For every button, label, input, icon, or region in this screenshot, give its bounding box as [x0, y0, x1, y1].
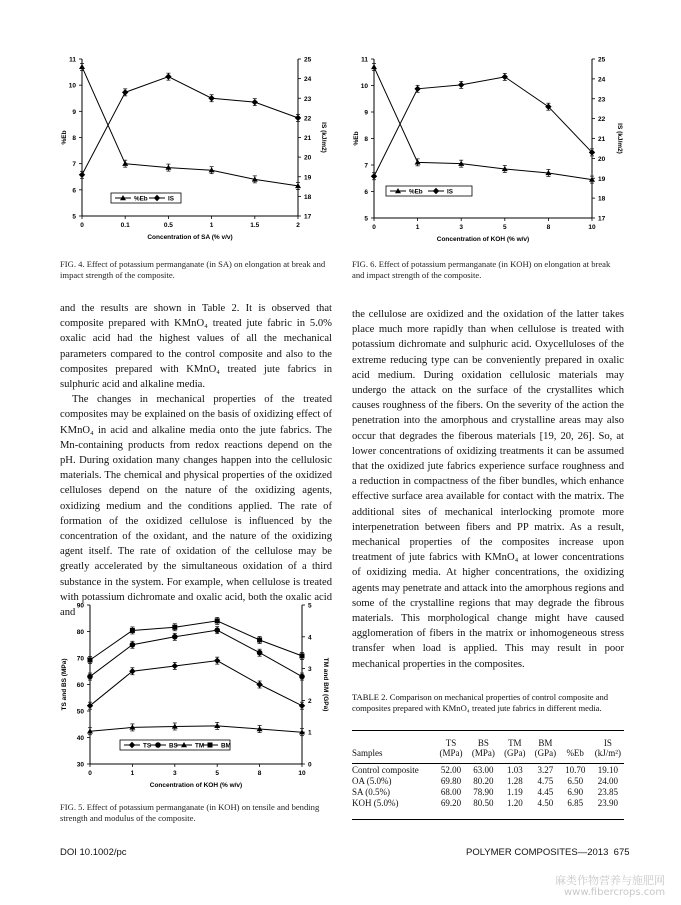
figure-6-chart	[342, 48, 632, 253]
table-top-rule	[352, 730, 624, 731]
y-tick-label: 11	[69, 56, 76, 64]
journal-name: POLYMER COMPOSITES—2013	[466, 847, 609, 858]
x-tick-label: 8	[257, 770, 262, 777]
data-point-BM	[257, 637, 262, 642]
x-tick-label: 0	[80, 222, 84, 229]
x-axis-label: Concentration of SA (% v/v)	[147, 234, 233, 241]
table-bottom-rule	[352, 819, 624, 820]
series-line-TM	[90, 726, 302, 732]
data-point-BS	[172, 634, 178, 640]
data-point-BM	[215, 618, 220, 623]
y2-tick-label: 22	[598, 116, 606, 124]
y2-tick-label: 25	[598, 56, 606, 64]
table-cell: 4.45	[537, 787, 554, 797]
data-point-TS	[172, 663, 178, 669]
y-tick-label: 9	[364, 109, 368, 117]
legend-label: BS	[169, 742, 178, 750]
legend-marker	[155, 742, 161, 748]
y2-tick-label: 17	[304, 213, 312, 221]
table-header-rule	[352, 763, 624, 764]
x-tick-label: 10	[298, 770, 306, 777]
data-point-BM	[300, 653, 305, 658]
y2-tick-label: 20	[304, 154, 312, 162]
x-tick-label: 0.5	[163, 222, 173, 229]
y2-axis-label: TM and BM (GPa)	[322, 657, 329, 712]
table-cell: 23.90	[597, 798, 618, 808]
watermark-cn: 麻类作物营养与施肥网	[555, 874, 665, 887]
y2-tick-label: 3	[308, 666, 312, 674]
data-point-IS	[414, 86, 420, 92]
y-tick-label: 8	[72, 135, 76, 142]
table-cell: 1.19	[506, 787, 523, 797]
table-cell: 4.75	[537, 776, 554, 786]
x-tick-label: 0	[88, 770, 92, 777]
table-cell: 69.20	[440, 798, 462, 808]
y2-tick-label: 0	[308, 761, 312, 769]
right-column-text	[352, 307, 624, 672]
table-header-cell: BM	[538, 738, 553, 748]
x-tick-label: 10	[588, 224, 596, 231]
y-tick-label: 70	[76, 655, 84, 663]
x-axis-label: Concentration of KOH (% w/v)	[436, 236, 530, 243]
data-point-IS	[122, 89, 128, 95]
table-cell: 78.90	[473, 787, 494, 797]
footer-journal	[466, 847, 630, 858]
table-cell: Control composite	[352, 765, 419, 775]
table-cell: SA (0.5%)	[352, 787, 390, 797]
x-tick-label: 1	[130, 770, 135, 777]
y2-tick-label: 18	[304, 193, 312, 201]
table-cell: 24.00	[597, 776, 618, 786]
y-tick-label: 7	[364, 162, 368, 170]
table-cell: 1.28	[506, 776, 523, 786]
data-point-BM	[130, 628, 135, 633]
y-tick-label: 50	[76, 708, 84, 716]
left-column-text	[60, 301, 332, 620]
x-tick-label: 5	[502, 224, 507, 231]
y-tick-label: 30	[76, 761, 84, 769]
table-header-cell: (GPa)	[534, 748, 557, 758]
data-point-BS	[87, 674, 93, 680]
figure-4-caption: FIG. 4. Effect of potassium permanganate (in SA) on elongation at break and impact strength of the composite.	[60, 259, 326, 280]
y2-tick-label: 23	[598, 96, 606, 104]
series-line-TS	[90, 661, 302, 706]
x-tick-label: 5	[215, 770, 220, 777]
table-header-cell: (MPa)	[471, 748, 495, 758]
legend-label: %Eb	[409, 188, 423, 196]
series-line-IS	[82, 77, 298, 175]
table-header-cell	[561, 736, 590, 748]
footer-doi: DOI 10.1002/pc	[60, 847, 127, 858]
y-tick-label: 10	[68, 82, 76, 90]
y-axis-label: TS and BS (MPa)	[61, 658, 68, 711]
table-cell: OA (5.0%)	[352, 776, 392, 786]
y2-tick-label: 1	[308, 729, 312, 737]
page-number: 675	[613, 847, 630, 858]
y-tick-label: 90	[76, 602, 84, 610]
table-cell: 80.20	[473, 776, 494, 786]
table-header-cell: (MPa)	[439, 748, 463, 758]
y-tick-label: 5	[72, 213, 76, 221]
data-point-IS	[371, 173, 377, 179]
y2-tick-label: 25	[304, 56, 312, 64]
table-cell: 52.00	[440, 765, 462, 775]
x-tick-label: 3	[459, 224, 464, 231]
y2-tick-label: 23	[304, 95, 312, 103]
table-row	[350, 787, 626, 798]
y-tick-label: 40	[76, 735, 84, 742]
y-axis-label: %Eb	[61, 130, 68, 145]
series-line-%Eb	[82, 67, 298, 186]
series-line-IS	[374, 77, 592, 176]
x-tick-label: 1.5	[250, 222, 260, 229]
y-tick-label: 6	[364, 189, 368, 196]
y-tick-label: 11	[361, 56, 368, 64]
table-cell: 1.20	[506, 798, 523, 808]
series-line-BS	[90, 630, 302, 676]
table-header-cell: TM	[508, 738, 522, 748]
data-point-%Eb	[371, 64, 377, 69]
data-point-BS	[214, 627, 220, 633]
table-header-cell: (kJ/m²)	[594, 748, 621, 758]
table-cell: 6.50	[567, 776, 584, 786]
table-cell: 80.50	[473, 798, 494, 808]
y-tick-label: 10	[360, 83, 368, 90]
figure-5-caption: FIG. 5. Effect of potassium permanganate (in KOH) on tensile and bending strength and modulus of the composite.	[60, 802, 320, 823]
data-point-BS	[130, 642, 136, 648]
data-point-TS	[256, 681, 262, 687]
table-cell: 1.03	[506, 765, 523, 775]
data-point-BS	[299, 674, 305, 680]
x-tick-label: 3	[172, 770, 177, 777]
x-tick-label: 8	[546, 224, 551, 231]
table-row	[350, 798, 626, 809]
data-point-IS	[165, 73, 171, 79]
y2-tick-label: 19	[304, 174, 312, 182]
y-tick-label: 5	[364, 215, 368, 223]
legend-label: TS	[143, 742, 152, 750]
x-axis-label: Concentration of KOH (% w/v)	[149, 782, 243, 789]
series-line-%Eb	[374, 67, 592, 180]
data-point-BS	[257, 650, 263, 656]
legend-label: BM	[221, 742, 231, 750]
table-cell: 68.00	[440, 787, 462, 797]
legend-marker	[208, 743, 213, 748]
table-cell: 19.10	[597, 765, 618, 775]
data-point-%Eb	[79, 64, 85, 69]
legend-label: %Eb	[134, 195, 148, 203]
table-2	[350, 736, 626, 809]
y2-tick-label: 2	[308, 697, 312, 705]
table-cell: 3.27	[537, 765, 554, 775]
table-2-caption: TABLE 2. Comparison on mechanical properties of control composite and composites prepared with KMnO₄ treated jute fabrics in different media.	[352, 692, 609, 713]
legend-label: IS	[447, 188, 453, 196]
legend-label: IS	[168, 195, 174, 203]
y2-axis-label: IS (kJ/m2)	[320, 122, 327, 153]
data-point-IS	[252, 99, 258, 105]
y-tick-label: 7	[72, 161, 76, 169]
paragraph: The changes in mechanical properties of the treated composites may be explained on the basis of oxidizing effect of KMnO₄ in acid and alkaline media onto the jute fabrics. The Mn-containing products from redox reactions depend on the pH. During oxidation many changes happen into the cellulosic materials. The chemical and physical properties of the oxidized celluloses depend on the nature of the oxidizing agents, oxidizing medium and the conditions applied. The rate of formation of the oxidized cellulose is influenced by the concentration of the oxidant, and the nature of the oxidizing agent itself. The rate of oxidation of the cellulose may be greatly accelerated by the simultaneous oxidation of a third substance in the system. For example, when cellulose is treated with potassium dichromate and oxalic acid, both the oxalic acid and	[60, 394, 332, 619]
y2-tick-label: 18	[598, 195, 606, 203]
data-point-%Eb	[122, 161, 128, 166]
data-point-BM	[88, 658, 93, 663]
y2-tick-label: 17	[598, 215, 606, 223]
table-cell: 23.85	[597, 787, 618, 797]
y2-tick-label: 21	[304, 135, 312, 142]
y-tick-label: 9	[72, 108, 76, 116]
table-cell: 6.85	[567, 798, 584, 808]
data-point-IS	[208, 95, 214, 101]
table-header-cell	[350, 736, 435, 748]
table-cell: 63.00	[473, 765, 494, 775]
y-tick-label: 6	[72, 187, 76, 195]
table-header-cell: TS	[445, 738, 457, 748]
table-cell: 6.90	[567, 787, 584, 797]
data-point-IS	[502, 74, 508, 80]
figure-5-chart	[52, 597, 344, 797]
table-row	[350, 776, 626, 787]
x-tick-label: 0.1	[120, 222, 130, 229]
table-header-cell: IS	[603, 738, 612, 748]
table-header-cell: Samples	[352, 748, 383, 758]
y2-tick-label: 20	[598, 155, 606, 163]
data-point-IS	[458, 82, 464, 88]
y2-tick-label: 24	[598, 76, 606, 84]
legend-label: TM	[195, 742, 205, 750]
y-tick-label: 8	[364, 136, 368, 143]
y2-axis-label: IS (kJ/m2)	[616, 123, 623, 154]
watermark-url: www.fibercrops.com	[564, 887, 666, 898]
table-cell: 69.80	[440, 776, 462, 786]
data-point-TS	[214, 657, 220, 663]
table-header-cell: (GPa)	[504, 748, 526, 758]
y2-tick-label: 19	[598, 175, 606, 183]
y2-tick-label: 21	[598, 136, 606, 143]
figure-6-caption: FIG. 6. Effect of potassium permanganate (in KOH) on elongation at break and impact strength of the composite.	[352, 259, 611, 280]
y-tick-label: 60	[76, 682, 84, 689]
x-tick-label: 0	[372, 224, 376, 231]
table-header-cell: %Eb	[566, 748, 584, 758]
y2-tick-label: 5	[308, 602, 312, 610]
paragraph: and the results are shown in Table 2. It is observed that composite prepared with KMnO₄ treated jute fabric in 5.0% oxalic acid had the highest values of all the mechanical parameters compared to the control composite and also to the composites prepared with KMnO₄ treated jute fabrics in sulphuric acid and alkaline media.	[60, 303, 332, 391]
x-tick-label: 1	[209, 222, 214, 229]
data-point-IS	[295, 115, 301, 121]
table-header-cell: BS	[477, 738, 489, 748]
y2-tick-label: 4	[308, 634, 312, 642]
figure-4-chart	[60, 48, 340, 253]
series-line-BM	[90, 621, 302, 660]
y2-tick-label: 22	[304, 115, 312, 123]
paragraph: the cellulose are oxidized and the oxidation of the latter takes place much more rapidly than when cellulose is treated with potassium dichromate and sulphuric acid. Oxycelluloses of the extreme reducing type can be conveniently prepared in oxalic acid medium. During oxidation cellulosic materials may undergo the attack on the surface of the crystallites which causes roughness of the fibers. On the severity of the action the penetration into the amorphous and crystalline areas may also occur that degrades the fiberous materials [19, 20, 26]. So, at lower concentrations of oxidizing treatments it can be assumed that the oxidized jute fabrics experience surface roughness and a reduction in compactness of the fiber bundles, which enhance effective surface area available for contact with the matrix. The additional sites of mechanical interlocking promote more interpenetration between fibers and PP matrix. As a result, mechanical properties of the composites increase upon treatment of jute fabrics with KMnO₄ at lower concentrations of oxidizing media. At higher concentrations, the oxidizing agents may penetrate and attack into the amorphous regions and some of the crystalline regions that may degrade the fibrous materials. This morphological change might have caused agglomeration of fibers in the matrix or inhomogeneous stress transfer when load is applied. This may result in poor mechanical properties in the composites.	[352, 309, 624, 670]
table-cell: 10.70	[565, 765, 586, 775]
y-tick-label: 80	[76, 629, 84, 636]
table-cell: KOH (5.0%)	[352, 798, 399, 808]
table-row	[350, 758, 626, 776]
y2-tick-label: 24	[304, 76, 312, 84]
data-point-IS	[79, 172, 85, 178]
data-point-TS	[299, 703, 305, 709]
x-tick-label: 1	[415, 224, 420, 231]
data-point-BM	[172, 625, 177, 630]
table-cell: 4.50	[537, 798, 554, 808]
y-axis-label: %Eb	[353, 131, 360, 146]
x-tick-label: 2	[296, 222, 300, 229]
